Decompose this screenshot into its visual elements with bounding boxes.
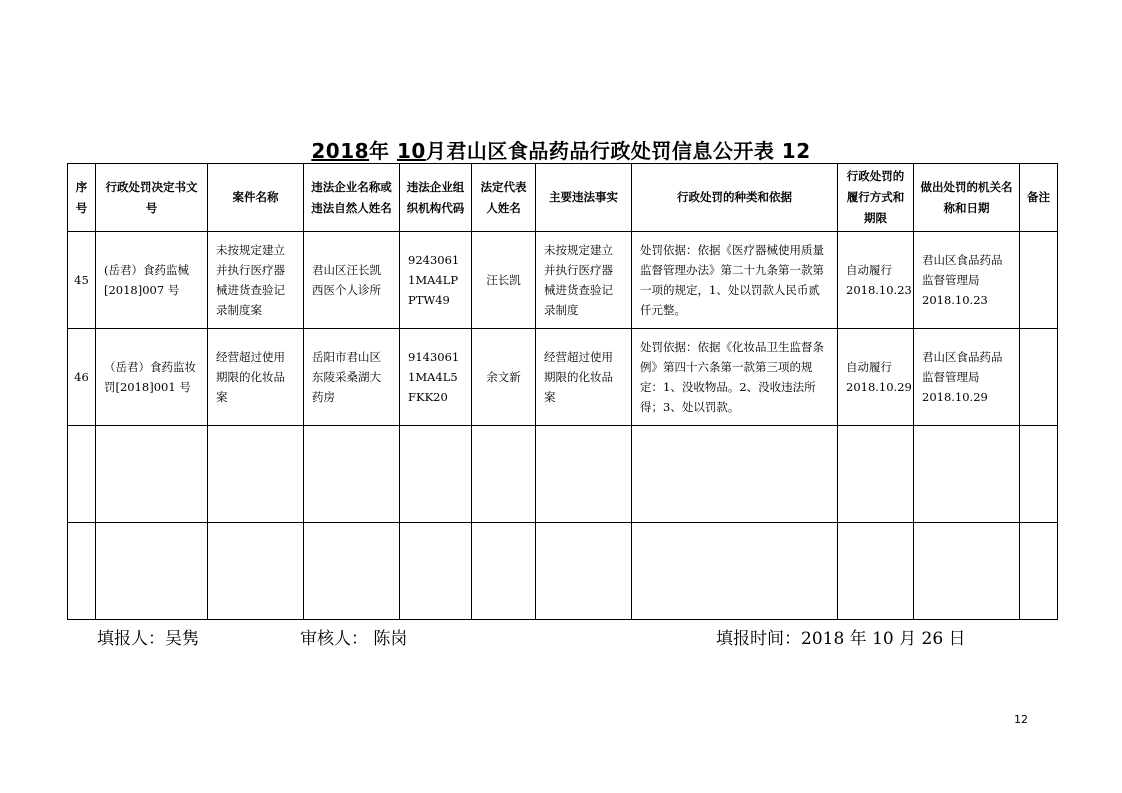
footer-date: 填报时间：2018 年 10 月 26 日 [716,629,966,649]
empty-cell [472,523,536,620]
table-row [68,232,1058,329]
cell-org-code: 91430611MA4L5FKK20 [400,329,472,426]
header-legal-rep: 法定代表人姓名 [472,164,536,232]
empty-cell [304,523,400,620]
header-authority: 做出处罚的机关名称和日期 [914,164,1020,232]
cell-party: 岳阳市君山区东陵采桑湖大药房 [304,329,400,426]
table-row-empty [68,523,1058,620]
header-facts: 主要违法事实 [536,164,632,232]
empty-cell [208,523,304,620]
cell-authority: 君山区食品药品监督管理局 2018.10.29 [914,329,1020,426]
header-remark: 备注 [1020,164,1058,232]
cell-authority: 君山区食品药品监督管理局 2018.10.23 [914,232,1020,329]
footer-filler: 填报人：吴隽 [97,629,199,649]
empty-cell [96,426,208,523]
cell-facts: 经营超过使用期限的化妆品案 [536,329,632,426]
empty-cell [632,426,838,523]
header-case-name: 案件名称 [208,164,304,232]
table-row [68,329,1058,426]
cell-case-name: 经营超过使用期限的化妆品案 [208,329,304,426]
cell-doc-no: (岳君）食药监械[2018]007 号 [96,232,208,329]
empty-cell [1020,426,1058,523]
cell-penalty: 处罚依据：依据《化妆品卫生监督条例》第四十六条第一款第三项的规定：1、没收物品。2、没收违法所得；3、处以罚款。 [632,329,838,426]
empty-cell [304,426,400,523]
empty-cell [472,426,536,523]
header-execution: 行政处罚的履行方式和期限 [838,164,914,232]
empty-cell [400,523,472,620]
cell-case-name: 未按规定建立并执行医疗器械进货查验记录制度案 [208,232,304,329]
empty-cell [96,523,208,620]
empty-cell [914,426,1020,523]
title-year: 2018 [311,139,370,163]
cell-remark [1020,329,1058,426]
cell-legal-rep: 汪长凯 [472,232,536,329]
cell-index: 45 [68,232,96,329]
title-rest: 月君山区食品药品行政处罚信息公开表 12 [425,139,811,163]
title-year-suffix: 年 [369,139,397,163]
cell-index: 46 [68,329,96,426]
cell-penalty: 处罚依据：依据《医疗器械使用质量监督管理办法》第二十九条第一款第一项的规定，1、处以罚款人民币贰仟元整。 [632,232,838,329]
cell-execution: 自动履行 2018.10.23 [838,232,914,329]
empty-cell [1020,523,1058,620]
cell-doc-no: （岳君）食药监妆罚[2018]001 号 [96,329,208,426]
empty-cell [208,426,304,523]
header-doc-no: 行政处罚决定书文号 [96,164,208,232]
page-number: 12 [1014,713,1028,726]
empty-cell [632,523,838,620]
cell-legal-rep: 余文新 [472,329,536,426]
empty-cell [838,523,914,620]
cell-remark [1020,232,1058,329]
empty-cell [838,426,914,523]
cell-execution: 自动履行 2018.10.29 [838,329,914,426]
empty-cell [68,426,96,523]
footer-reviewer: 审核人： 陈岗 [300,629,408,649]
header-party: 违法企业名称或违法自然人姓名 [304,164,400,232]
empty-cell [536,523,632,620]
empty-cell [68,523,96,620]
header-index: 序号 [68,164,96,232]
penalty-table [67,163,1058,620]
cell-party: 君山区汪长凯西医个人诊所 [304,232,400,329]
title-month: 10 [397,139,426,163]
empty-cell [914,523,1020,620]
table-row-empty [68,426,1058,523]
cell-facts: 未按规定建立并执行医疗器械进货查验记录制度 [536,232,632,329]
empty-cell [536,426,632,523]
header-org-code: 违法企业组织机构代码 [400,164,472,232]
empty-cell [400,426,472,523]
table-header-row [68,164,1058,232]
page-title [0,135,1122,164]
cell-org-code: 92430611MA4LPPTW49 [400,232,472,329]
header-penalty: 行政处罚的种类和依据 [632,164,838,232]
